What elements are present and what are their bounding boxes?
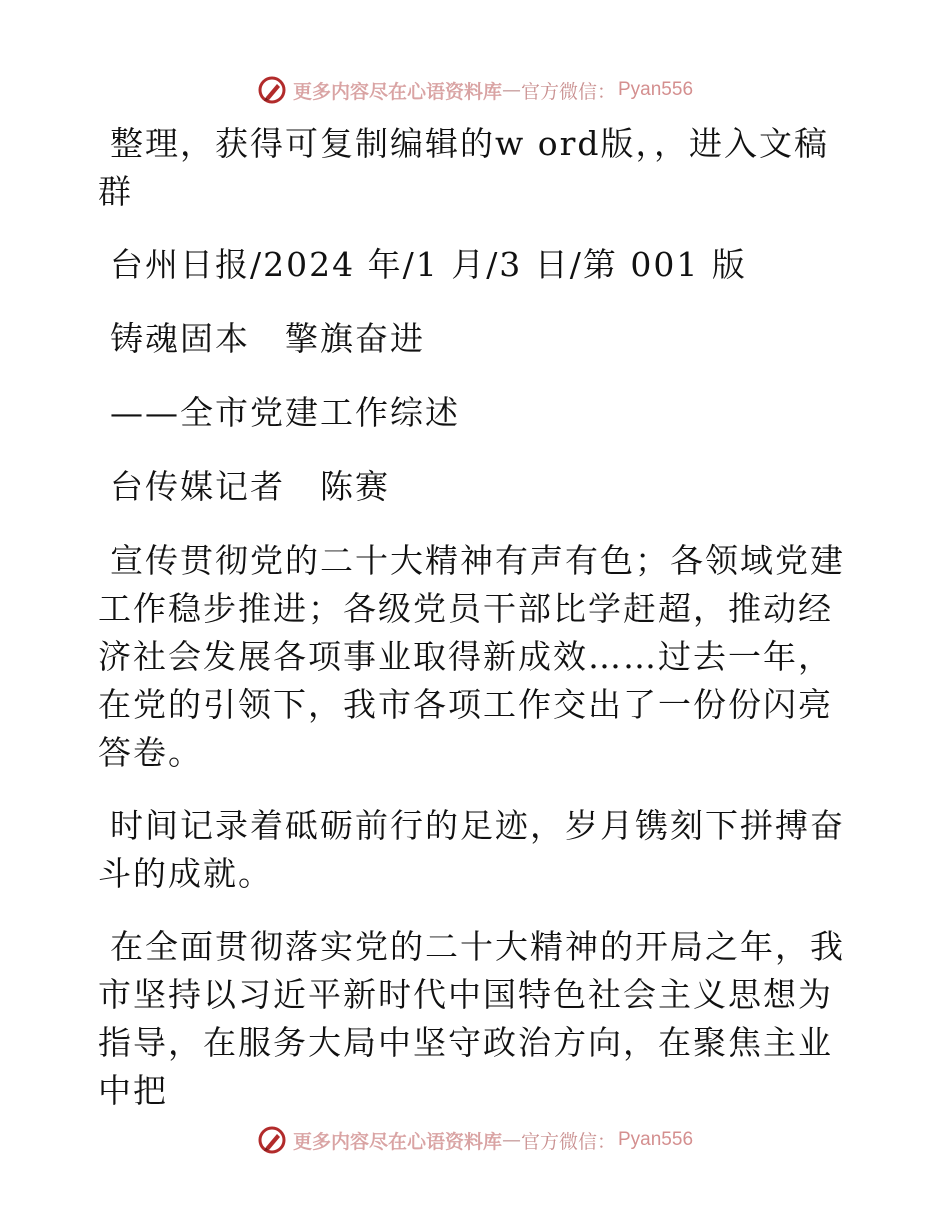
watermark-promo-text: 更多内容尽在心语资料库	[292, 80, 502, 103]
watermark-wechat-id: Pyan556	[618, 79, 694, 100]
intro-paragraph: 整理，获得可复制编辑的w ord版，，进入文稿群	[98, 124, 830, 211]
article-body	[98, 120, 858, 1140]
watermark-dash: —	[501, 79, 521, 101]
body-paragraph: 宣传贯彻党的二十大精神有声有色；各领域党建工作稳步推进；各级党员干部比学赶超，推动经济社会发展各项事业取得新成效……过去一年，在党的引领下，我市各项工作交出了一份份闪亮答卷。	[98, 541, 845, 772]
watermark-banner-bottom	[0, 1120, 950, 1160]
publication-line: 台州日报/2024 年/1 月/3 日/第 001 版	[110, 245, 747, 284]
watermark-wechat-label: 官方微信：	[520, 80, 616, 103]
watermark-dash: —	[501, 1129, 521, 1151]
watermark-wechat-id: Pyan556	[618, 1129, 694, 1150]
watermark-banner-top	[0, 70, 950, 110]
article-byline: 台传媒记者 陈赛	[110, 467, 390, 506]
article-title: 铸魂固本 擎旗奋进	[110, 319, 425, 358]
body-paragraph: 在全面贯彻落实党的二十大精神的开局之年，我市坚持以习近平新时代中国特色社会主义思想为指导，在服务大局中坚守政治方向，在聚焦主业中把	[98, 927, 845, 1110]
body-paragraph: 时间记录着砥砺前行的足迹，岁月镌刻下拼搏奋斗的成就。	[98, 806, 845, 893]
pen-logo-icon	[257, 1125, 287, 1155]
watermark-promo-text: 更多内容尽在心语资料库	[292, 1130, 502, 1153]
pen-logo-icon	[257, 75, 287, 105]
article-subtitle: ——全市党建工作综述	[110, 393, 460, 432]
watermark-wechat-label: 官方微信：	[520, 1130, 616, 1153]
